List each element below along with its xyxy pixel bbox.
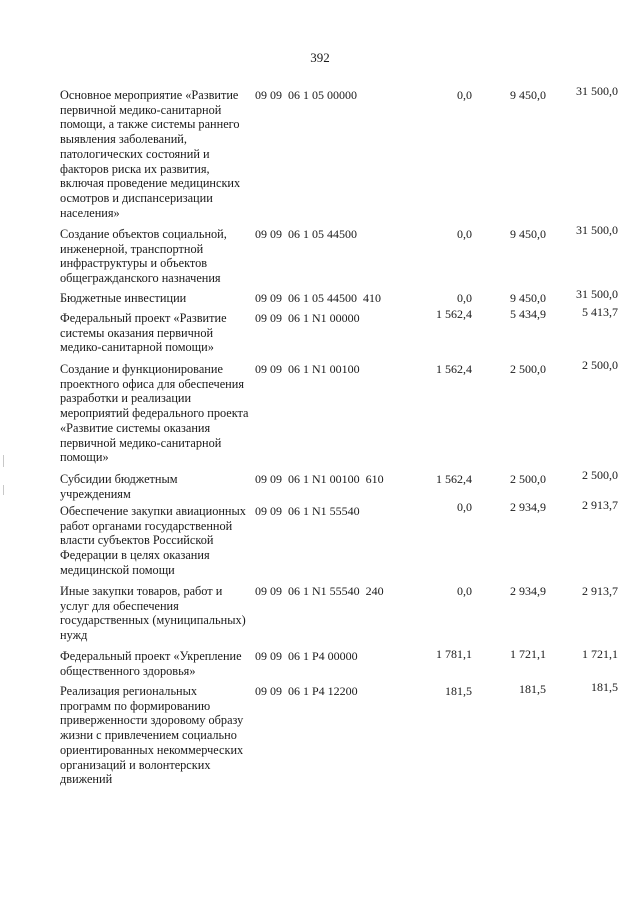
row-value-1: 0,0 <box>457 584 472 598</box>
row-name: Субсидии бюджетным учреждениям <box>60 472 178 501</box>
row-value-2: 2 934,9 <box>510 584 546 598</box>
row-value-1: 0,0 <box>457 88 472 102</box>
row-value-1: 1 781,1 <box>436 647 472 661</box>
row-value-3: 2 913,7 <box>582 584 618 598</box>
row-name: Обеспечение закупки авиационных работ органами государственной власти субъектов Российской Федерации в целях оказания медицинской помощи <box>60 504 246 577</box>
row-name: Основное мероприятие «Развитие первичной медико-санитарной помощи, а также системы раннего выявления заболеваний, патологических состояний и факторов риска их развития, включая проведение медицинских осмотров и диспансеризации населения» <box>60 88 241 220</box>
row-value-3: 2 500,0 <box>582 468 618 482</box>
row-value-1: 181,5 <box>445 684 472 698</box>
row-value-3: 181,5 <box>591 680 618 694</box>
row-value-3: 31 500,0 <box>576 223 618 237</box>
row-name: Иные закупки товаров, работ и услуг для обеспечения государственных (муниципальных) нужд <box>60 584 246 643</box>
row-code: 09 09 06 1 N1 55540 240 <box>255 584 384 598</box>
row-value-3: 2 500,0 <box>582 358 618 372</box>
row-value-2: 2 500,0 <box>510 472 546 486</box>
scan-edge-mark <box>3 455 4 467</box>
row-value-1: 1 562,4 <box>436 472 472 486</box>
row-value-2: 5 434,9 <box>510 307 546 321</box>
row-value-3: 1 721,1 <box>582 647 618 661</box>
row-value-1: 0,0 <box>457 227 472 241</box>
row-code: 09 09 06 1 05 44500 <box>255 227 357 241</box>
row-name: Бюджетные инвестиции <box>60 291 187 305</box>
row-code: 09 09 06 1 N1 00100 <box>255 362 360 376</box>
row-value-2: 2 500,0 <box>510 362 546 376</box>
page-number: 392 <box>310 50 330 65</box>
row-name: Реализация региональных программ по формированию приверженности здоровому образу жизни с привлечением социально ориентированных некоммерческих организаций и волонтерских движений <box>60 684 244 787</box>
scan-edge-mark <box>3 485 4 495</box>
row-value-3: 31 500,0 <box>576 287 618 301</box>
row-name: Федеральный проект «Укрепление общественного здоровья» <box>60 649 242 678</box>
row-value-1: 0,0 <box>457 291 472 305</box>
row-code: 09 09 06 1 05 00000 <box>255 88 357 102</box>
row-value-3: 31 500,0 <box>576 84 618 98</box>
row-code: 09 09 06 1 P4 12200 <box>255 684 358 698</box>
row-name: Создание объектов социальной, инженерной, транспортной инфраструктуры и объектов общегражданского назначения <box>60 227 227 286</box>
row-code: 09 09 06 1 P4 00000 <box>255 649 358 663</box>
row-value-2: 9 450,0 <box>510 227 546 241</box>
row-value-2: 181,5 <box>519 682 546 696</box>
row-value-2: 1 721,1 <box>510 647 546 661</box>
row-value-2: 9 450,0 <box>510 291 546 305</box>
row-code: 09 09 06 1 N1 00100 610 <box>255 472 384 486</box>
row-value-3: 2 913,7 <box>582 498 618 512</box>
row-value-1: 1 562,4 <box>436 362 472 376</box>
row-name: Федеральный проект «Развитие системы оказания первичной медико-санитарной помощи» <box>60 311 227 355</box>
row-value-2: 9 450,0 <box>510 88 546 102</box>
row-code: 09 09 06 1 05 44500 410 <box>255 291 381 305</box>
row-code: 09 09 06 1 N1 00000 <box>255 311 360 325</box>
row-code: 09 09 06 1 N1 55540 <box>255 504 360 518</box>
row-value-1: 0,0 <box>457 500 472 514</box>
row-name: Создание и функционирование проектного офиса для обеспечения разработки и реализации мероприятий федерального проекта «Развитие системы оказания первичной медико-санитарной помощи» <box>60 362 249 465</box>
row-value-2: 2 934,9 <box>510 500 546 514</box>
row-value-3: 5 413,7 <box>582 305 618 319</box>
row-value-1: 1 562,4 <box>436 307 472 321</box>
